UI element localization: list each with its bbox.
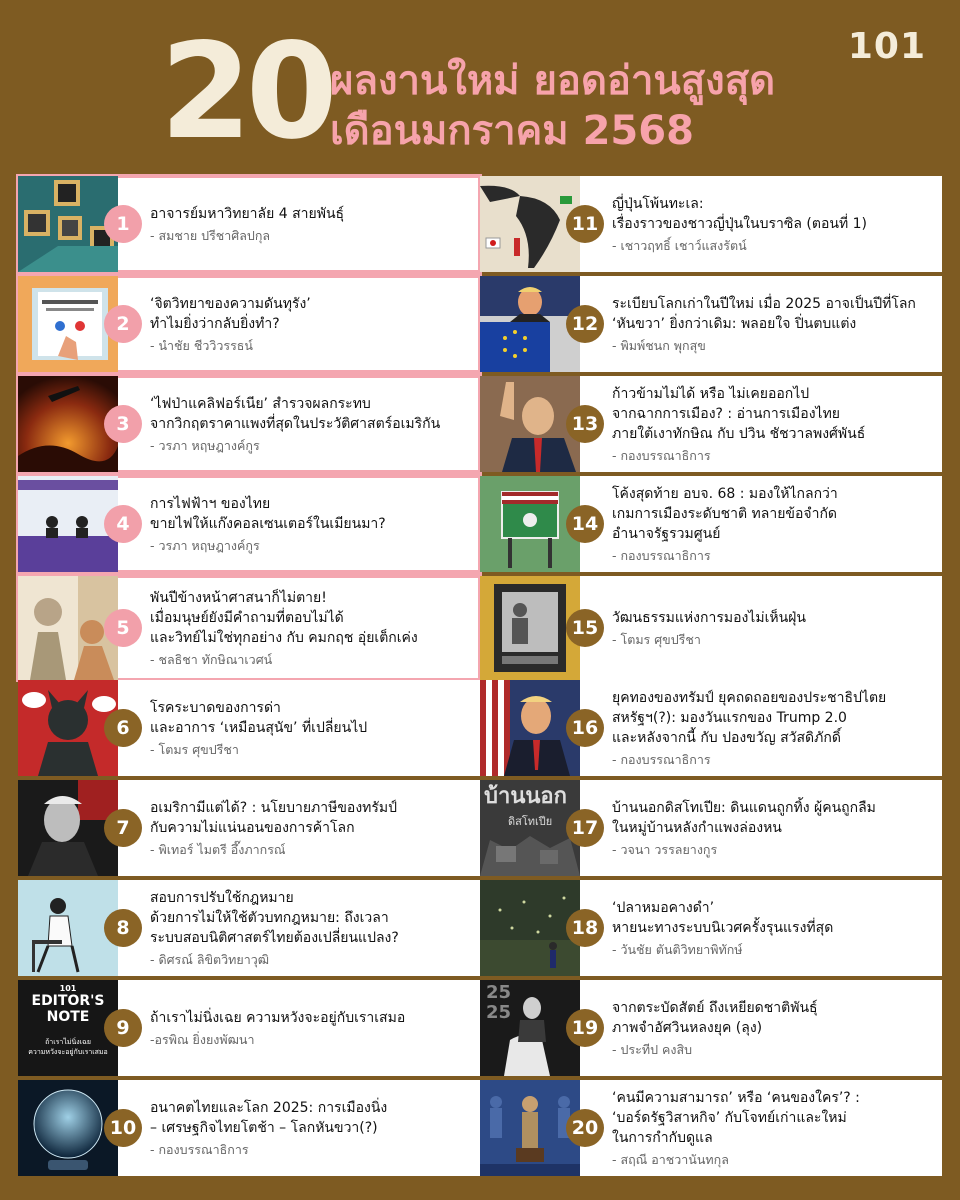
article-card-15[interactable]: [480, 576, 942, 680]
article-author: - วันชัย ตันติวิทยาพิทักษ์: [612, 941, 743, 957]
rank-badge: 8: [104, 909, 142, 947]
big-number: 20: [160, 15, 332, 169]
article-author: - นำชัย ชีววิวรรธน์: [150, 337, 253, 353]
article-author: - กองบรรณาธิการ: [612, 547, 711, 563]
article-card-9[interactable]: [18, 980, 480, 1076]
article-author: - กองบรรณาธิการ: [612, 751, 711, 767]
article-card-3[interactable]: [18, 376, 480, 472]
thumbnail: [480, 980, 580, 1076]
thumbnail: [18, 176, 118, 272]
thumb-text-dystopia: ดิสโทเปีย: [508, 815, 553, 828]
thumb-text-editors: EDITOR'S: [31, 993, 105, 1009]
article-title: พันปีข้างหน้าศาสนาก็ไม่ตาย! เมื่อมนุษย์ยังมีคำถามที่ตอบไม่ได้ และวิทย์ไม่ใช่ทุกอย่าง กับ คมกฤช อุ่ยเต็กเค่ง: [150, 589, 418, 646]
article-author: - ประทีป คงสิบ: [612, 1041, 693, 1057]
thumbnail: [18, 780, 118, 876]
article-card-8[interactable]: [18, 880, 480, 976]
rank-badge: 14: [566, 505, 604, 543]
article-author: - ดิศรณ์ ลิขิตวิทยาวุฒิ: [150, 951, 270, 967]
article-title: ‘ปลาหมอคางดำ’ หายนะทางระบบนิเวศครั้งรุนแรงที่สุด: [612, 899, 834, 936]
article-card-19[interactable]: [480, 980, 942, 1076]
article-author: - สฤณี อาชวานันทกุล: [612, 1151, 729, 1167]
rank-badge: 19: [566, 1009, 604, 1047]
thumbnail: [480, 880, 580, 976]
article-card-10[interactable]: [18, 1080, 480, 1176]
article-title: การไฟฟ้าฯ ของไทย ขายไฟให้แก๊งคอลเซนเตอร์ในเมียนมา?: [150, 495, 386, 532]
rank-badge: 10: [104, 1109, 142, 1147]
article-title: อนาคตไทยและโลก 2025: การเมืองนิ่ง – เศรษฐกิจไทยโตช้า – โลกหันขวา(?): [150, 1099, 388, 1136]
article-card-11[interactable]: [480, 176, 942, 272]
article-author: - พิเทอร์ ไมตรี อึ๊งภากรณ์: [150, 841, 286, 857]
article-title: ถ้าเราไม่นิ่งเฉย ความหวังจะอยู่กับเราเสมอ: [150, 1009, 406, 1026]
article-card-14[interactable]: [480, 476, 942, 572]
article-card-6[interactable]: [18, 680, 480, 776]
article-card-13[interactable]: [480, 376, 942, 472]
thumbnail: [18, 980, 118, 1076]
article-card-1[interactable]: [18, 176, 480, 272]
article-card-4[interactable]: [18, 476, 480, 572]
article-title: สอบการปรับใช้กฎหมาย ด้วยการไม่ให้ใช้ตัวบทกฎหมาย: ถึงเวลา ระบบสอบนิติศาสตร์ไทยต้องเปลี่ยนแปลง?: [150, 889, 399, 946]
article-card-2[interactable]: [18, 276, 480, 372]
logo-101: 101: [847, 26, 926, 67]
thumbnail: [480, 276, 580, 372]
page-title-line1: ผลงานใหม่ ยอดอ่านสูงสุด: [330, 58, 776, 104]
rank-badge: 12: [566, 305, 604, 343]
article-author: - วจนา วรรลยางกูร: [612, 841, 718, 857]
thumb-year-bottom: 25: [486, 1002, 512, 1023]
rank-badge: 13: [566, 405, 604, 443]
page-title-line2: เดือนมกราคม 2568: [330, 108, 694, 154]
article-title: ‘จิตวิทยาของความดันทุรัง’ ทำไมยิ่งว่ากลับยิ่งทำ?: [150, 295, 311, 332]
article-title: จากตระบัดสัตย์ ถึงเหยียดชาติพันธุ์ ภาพจำอัศวินหลงยุค (ลุง): [612, 999, 818, 1036]
thumbnail: [18, 680, 118, 776]
thumbnail: [480, 176, 580, 272]
article-title: อาจารย์มหาวิทยาลัย 4 สายพันธุ์: [150, 205, 345, 222]
rank-badge: 18: [566, 909, 604, 947]
article-card-17[interactable]: [480, 780, 942, 876]
rank-badge: 17: [566, 809, 604, 847]
rank-badge: 1: [104, 205, 142, 243]
rank-badge: 3: [104, 405, 142, 443]
rank-badge: 7: [104, 809, 142, 847]
article-title: โรคระบาดของการด่า และอาการ ‘เหมือนสุนัข’ ที่เปลี่ยนไป: [150, 699, 368, 736]
article-title: ‘ไฟป่าแคลิฟอร์เนีย’ สำรวจผลกระทบ จากวิกฤตราคาแพงที่สุดในประวัติศาสตร์อเมริกัน: [150, 395, 441, 432]
article-author: - เชาวฤทธิ์ เชาว์แสงรัตน์: [612, 237, 747, 253]
thumbnail: [18, 880, 118, 976]
article-author: - กองบรรณาธิการ: [612, 447, 711, 463]
rank-badge: 16: [566, 709, 604, 747]
thumb-caption: ถ้าเราไม่นิ่งเฉย ความหวังจะอยู่กับเราเสมอ: [28, 1038, 108, 1056]
thumbnail: [18, 476, 118, 572]
thumbnail: [480, 1080, 580, 1176]
rank-badge: 4: [104, 505, 142, 543]
rank-badge: 9: [104, 1009, 142, 1047]
article-card-20[interactable]: [480, 1080, 942, 1176]
thumbnail: [480, 376, 580, 472]
thumbnail: [480, 576, 580, 680]
thumb-text-bannok: บ้านนอก: [484, 784, 567, 809]
article-author: - ชลธิชา ทักษิณาเวศน์: [150, 651, 273, 667]
article-author: - กองบรรณาธิการ: [150, 1141, 249, 1157]
article-title: โค้งสุดท้าย อบจ. 68 : มองให้ไกลกว่า เกมการเมืองระดับชาติ ทลายข้อจำกัด อำนาจรัฐรวมศูนย์: [612, 485, 838, 542]
article-title: ระเบียบโลกเก่าในปีใหม่ เมื่อ 2025 อาจเป็นปีที่โลก ‘หันขวา’ ยิ่งกว่าเดิม: พลอยใจ ปิ่นตบแต่ง: [612, 295, 916, 332]
rank-badge: 2: [104, 305, 142, 343]
article-title: บ้านนอกดิสโทเปีย: ดินแดนถูกทิ้ง ผู้คนถูกลืม ในหมู่บ้านหลังกำแพงล่องหน: [612, 799, 876, 836]
rank-badge: 5: [104, 609, 142, 647]
article-author: - โตมร ศุขปรีชา: [612, 631, 701, 647]
article-author: -อรพิณ ยิ่งยงพัฒนา: [150, 1031, 255, 1047]
thumbnail: [18, 576, 118, 680]
thumbnail: [480, 680, 580, 776]
thumb-text-note: NOTE: [46, 1009, 90, 1025]
article-card-12[interactable]: [480, 276, 942, 372]
thumb-year-top: 25: [486, 982, 512, 1003]
article-title: ก้าวข้ามไม่ได้ หรือ ไม่เคยออกไป จากฉากการเมือง? : อ่านการเมืองไทย ภายใต้เงาทักษิณ กับ ปวิน ชัชวาลพงศ์พันธ์: [612, 385, 866, 442]
rank-badge: 6: [104, 709, 142, 747]
thumbnail: [480, 476, 580, 572]
thumbnail: [18, 376, 118, 472]
article-author: - พิมพ์ชนก พุกสุข: [612, 337, 706, 353]
rank-badge: 11: [566, 205, 604, 243]
article-card-7[interactable]: [18, 780, 480, 876]
rank-badge: 20: [566, 1109, 604, 1147]
article-card-18[interactable]: [480, 880, 942, 976]
article-card-16[interactable]: [480, 680, 942, 776]
article-author: - วรภา หฤษฎางค์กูร: [150, 437, 260, 453]
thumb-text-101: 101: [59, 984, 77, 993]
article-title: วัฒนธรรมแห่งการมองไม่เห็นฝุ่น: [612, 609, 806, 626]
rank-badge: 15: [566, 609, 604, 647]
article-card-5[interactable]: [18, 576, 480, 680]
article-author: - สมชาย ปรีชาศิลปกุล: [150, 227, 271, 243]
article-title: ญี่ปุ่นโพ้นทะเล: เรื่องราวของชาวญี่ปุ่นในบราซิล (ตอนที่ 1): [612, 195, 868, 232]
article-title: อเมริกามีแต่ได้? : นโยบายภาษีของทรัมป์ กับความไม่แน่นอนของการค้าโลก: [150, 799, 398, 836]
article-title: ‘คนมีความสามารถ’ หรือ ‘คนของใคร’? : ‘บอร์ดรัฐวิสาหกิจ’ กับโจทย์เก่าและใหม่ ในการกำกับดูแล: [612, 1089, 860, 1146]
thumbnail: [18, 1080, 118, 1176]
article-title: ยุคทองของทรัมป์ ยุคถดถอยของประชาธิปไตย สหรัฐฯ(?): มองวันแรกของ Trump 2.0 และหลังจากนี้ กับ ปองขวัญ สวัสดิภักดิ์: [612, 689, 887, 746]
thumbnail: [18, 276, 118, 372]
article-author: - วรภา หฤษฎางค์กูร: [150, 537, 260, 553]
article-author: - โตมร ศุขปรีชา: [150, 741, 239, 757]
thumbnail: [480, 780, 580, 876]
